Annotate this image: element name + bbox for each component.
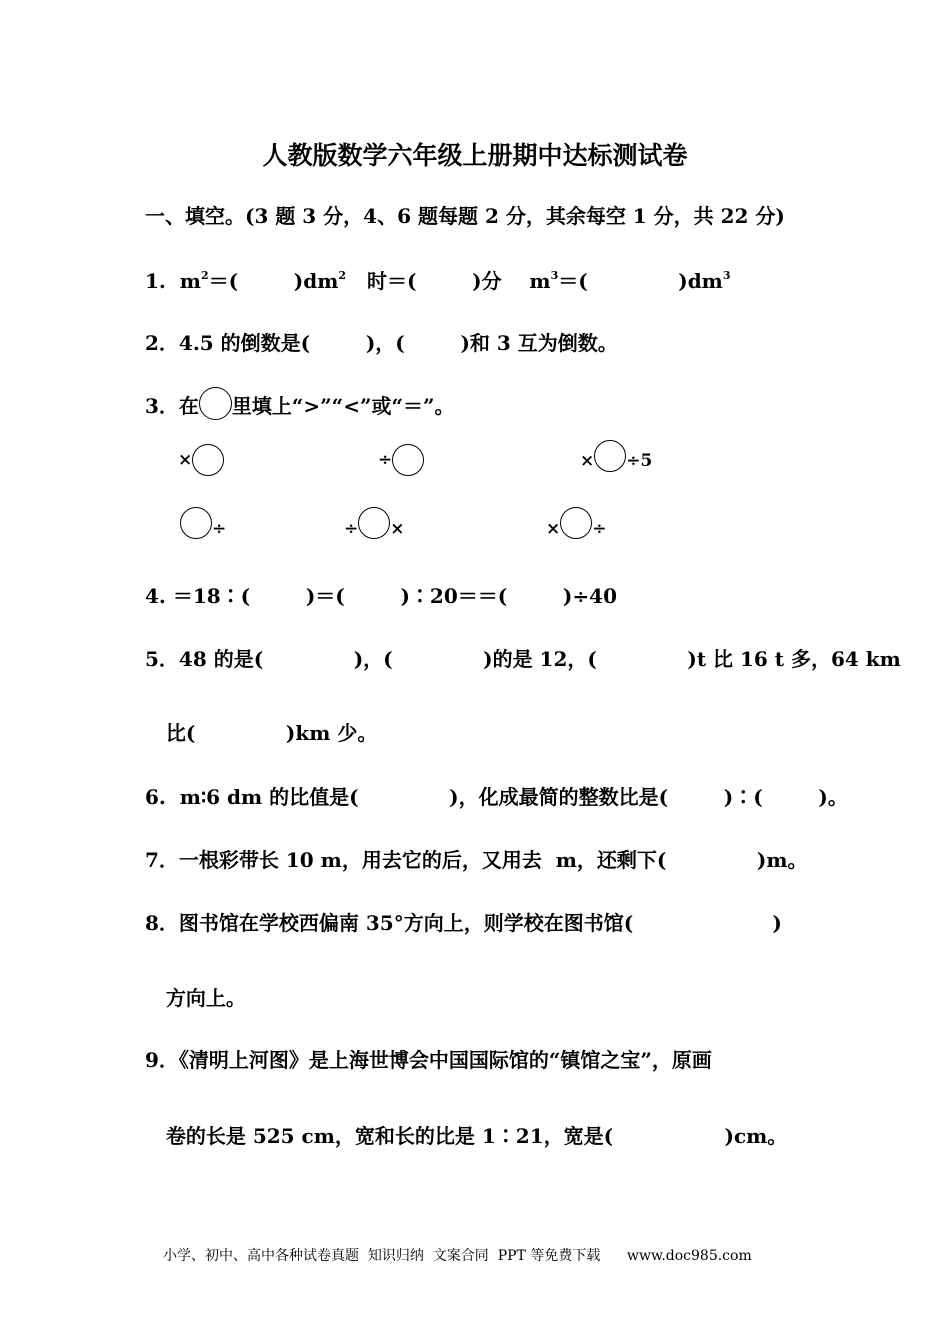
compare-text: ÷ [378, 450, 393, 470]
compare-item-2 [378, 444, 424, 476]
answer-circle[interactable] [192, 444, 224, 476]
answer-circle[interactable] [180, 507, 212, 539]
q1-sup-d: 3 [722, 269, 731, 282]
q1-part-a: 1. m [145, 269, 201, 293]
q1-part-b: ＝( )dm [208, 269, 339, 293]
q3-prefix: 3．在 [145, 394, 199, 418]
section-heading: 一、填空。(3 题 3 分，4、6 题每题 2 分，其余每空 1 分，共 22 分) [145, 204, 785, 228]
q1-sup-c: 3 [550, 269, 559, 282]
question-2: 2．4.5 的倒数是( )，( )和 3 互为倒数。 [145, 331, 618, 355]
compare-text: ÷5 [626, 451, 653, 471]
question-6: 6. m∶6 dm 的比值是( )，化成最简的整数比是( )∶( )。 [145, 785, 848, 809]
question-8-line-1: 8．图书馆在学校西偏南 35°方向上，则学校在图书馆( ) [145, 911, 782, 935]
footer-text: 小学、初中、高中各种试卷真题 知识归纳 文案合同 PPT 等免费下载 www.doc985.com [163, 1248, 752, 1264]
compare-text: × [390, 519, 405, 539]
q1-part-d: ＝( )dm [558, 269, 723, 293]
compare-item-5 [344, 507, 405, 539]
compare-item-1 [178, 444, 224, 476]
q1-part-c: 时＝( )分 m [346, 269, 551, 293]
compare-text: × [546, 519, 561, 539]
compare-text: ÷ [592, 519, 607, 539]
q1-sup-b: 2 [338, 269, 347, 282]
question-9-line-1: 9．《清明上河图》是上海世博会中国国际馆的“镇馆之宝”，原画 [145, 1048, 712, 1072]
compare-text: × [580, 451, 595, 471]
answer-circle[interactable] [392, 444, 424, 476]
question-1 [145, 268, 731, 294]
q1-sup-a: 2 [200, 269, 209, 282]
question-4: 4. ＝18∶( )＝( )∶20＝＝( )÷40 [145, 584, 617, 608]
answer-circle[interactable] [560, 507, 592, 539]
question-3 [145, 393, 454, 420]
question-5-line-2: 比( )km 少。 [145, 721, 378, 745]
compare-text: ÷ [344, 519, 359, 539]
compare-text: × [178, 450, 193, 470]
compare-item-3 [580, 450, 652, 472]
circle-icon [199, 387, 232, 420]
compare-item-4 [180, 507, 226, 539]
page-title: 人教版数学六年级上册期中达标测试卷 [262, 141, 688, 170]
answer-circle[interactable] [594, 440, 626, 472]
question-9-line-2: 卷的长是 525 cm，宽和长的比是 1∶21，宽是( )cm。 [145, 1124, 788, 1148]
answer-circle[interactable] [358, 507, 390, 539]
question-5-line-1: 5．48 的是( )，( )的是 12，( )t 比 16 t 多，64 km [145, 647, 901, 671]
question-7: 7．一根彩带长 10 m，用去它的后，又用去 m，还剩下( )m。 [145, 848, 808, 872]
q3-suffix: 里填上“>”“<”或“＝”。 [231, 394, 455, 418]
compare-item-6 [546, 507, 607, 539]
compare-text: ÷ [212, 519, 227, 539]
question-8-line-2: 方向上。 [145, 986, 246, 1010]
